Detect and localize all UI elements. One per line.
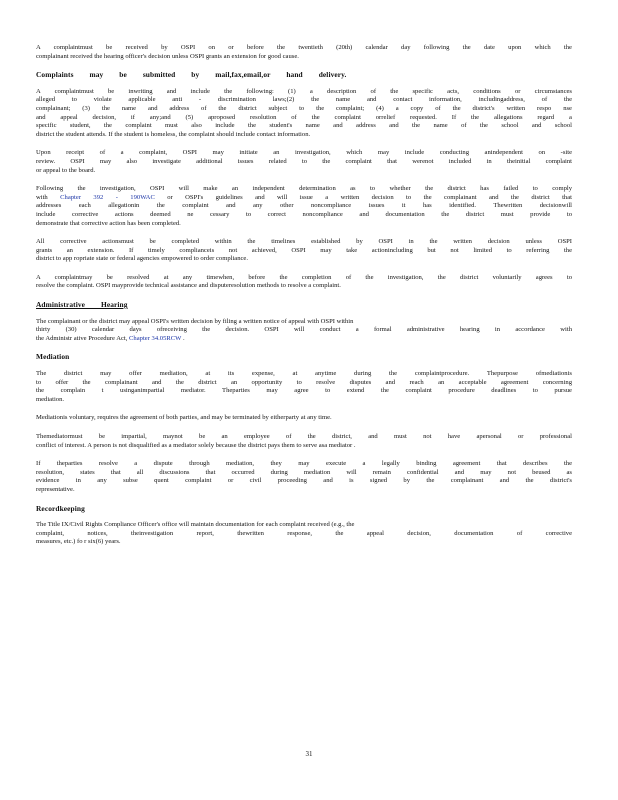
voluntary-resolution-paragraph: [36, 274, 572, 291]
text-line: Upon receipt of a complaint, OSPI may initiate an investigation, which may include conducting anindependent on -site: [36, 149, 572, 157]
text-line: district to app ropriate state or federal agencies empowered to order compliance.: [36, 255, 249, 263]
text-line: The Title IX/Civil Rights Compliance Officer's office will maintain documentation for each complaint received (e.g., the: [36, 521, 355, 529]
document-page: [36, 44, 572, 557]
rcw-chapter-link[interactable]: Chapter 34.05RCW: [129, 334, 182, 342]
text-line: measures, etc.) fo r six(6) years.: [36, 538, 121, 546]
text-line: representative.: [36, 485, 75, 493]
determination-paragraph: [36, 185, 572, 228]
investigation-paragraph: [36, 149, 572, 175]
section-heading-mediation: Mediation: [36, 352, 70, 362]
text-line: Mediationis voluntary, requires the agreement of both parties, and may be terminated by eitherparty at any time.: [36, 414, 332, 422]
mediation-purpose-paragraph: [36, 370, 572, 404]
text-line: complainant received the hearing officer's decision unless OSPI grants an extension for good cause.: [36, 52, 299, 60]
text-line: A complaintmust be inwriting and include the following: (1) a description of the specific acts, conditions or circumstances: [36, 87, 572, 95]
text-line: Themediatormust be impartial, maynot be an employee of the district, and must not have apersonal or professional: [36, 433, 572, 440]
text-line: grants an extension. If timely complianceis not achieved, OSPI may take actionincluding but not limited to referring the: [36, 246, 572, 254]
text-line: resolve the complaint. OSPI mayprovide technical assistance and disputeresolution methods to resolve a complaint.: [36, 282, 341, 290]
text-line: A complaintmust be received by OSPI on or before the twentieth (20th) calendar day following the date upon which the: [36, 44, 572, 51]
text-line: mediation.: [36, 395, 65, 403]
text-line: [36, 194, 572, 203]
text-line: evidence in any subse quent complaint or civil proceeding and is signed by the complainant and the district's: [36, 477, 572, 485]
text-line: thirty (30) calendar days ofreceiving the decision. OSPI will conduct a formal administrative hearing in accordance with: [36, 326, 572, 334]
complaint-contents-paragraph: [36, 88, 572, 140]
text-line: alleged to violate applicable anti - discrimination laws;(2) the name and contact information, includingaddress, of the: [36, 96, 572, 104]
administrative-hearing-paragraph: [36, 318, 572, 344]
text-line: and appeal decision, if any;and (5) aproposed resolution of the complaint orrelief requested. If the allegations regard a: [36, 113, 572, 121]
text-fragment: the Administr ative Procedure Act,: [36, 334, 128, 342]
text-line: complainant; (3) the name and address of the district subject to the complaint; (4) a copy of the district's written respo nse: [36, 104, 572, 112]
text-line: If theparties resolve a dispute through mediation, they may execute a legally binding agreement that describes the: [36, 460, 572, 468]
text-line: addresses each allegationin the complaint and any other noncompliance issues it has identified. Thewritten decisionwill: [36, 202, 572, 210]
wac-chapter-link[interactable]: Chapter 392 - 190WAC: [60, 193, 155, 201]
section-heading-administrative-hearing: Administrative Hearing: [36, 300, 128, 310]
text-fragment: with: [36, 193, 48, 201]
text-line: All corrective actionsmust be completed within the timelines established by OSPI in the written decision unless OSPI: [36, 238, 572, 246]
text-line: complaint, notices, theinvestigation report, thewritten response, the appeal decision, documentation of corrective: [36, 529, 572, 537]
text-line: A complaintmay be resolved at any timewhen, before the completion of the investigation, the district voluntarily agrees to: [36, 273, 572, 281]
text-line: specific student, the complaint must also include the student's name and address and the name of the school and school: [36, 122, 572, 130]
page-number: 31: [305, 750, 313, 758]
section-heading-submission: Complaints may be submitted by mail,fax,email,or hand delivery.: [36, 70, 347, 80]
text-line: or appeal to the board.: [36, 166, 96, 174]
mediation-agreement-paragraph: [36, 460, 572, 494]
text-line: The complainant or the district may appeal OSPI's written decision by filing a written notice of appeal with OSPI within: [36, 317, 354, 325]
text-fragment: or OSPI's guidelines and will issue a written decision to the complainant and the district that: [167, 193, 572, 201]
mediator-impartiality-paragraph: [36, 433, 572, 450]
corrective-actions-paragraph: [36, 238, 572, 264]
text-line: The district may offer mediation, at its expense, at anytime during the complaintprocedure. Thepurpose ofmediationis: [36, 370, 572, 378]
text-line: [36, 335, 572, 344]
text-fragment: .: [182, 334, 185, 342]
mediation-voluntary-paragraph: [36, 414, 572, 423]
text-line: include corrective actions deemed ne cessary to correct noncompliance and documentation the district must provide to: [36, 210, 572, 218]
section-heading-recordkeeping: Recordkeeping: [36, 503, 85, 513]
text-line: Following the investigation, OSPI will make an independent determination as to whether the district has failed to comply: [36, 185, 572, 193]
appeal-deadline-paragraph: [36, 44, 572, 61]
text-line: review. OSPI may also investigate additional issues related to the complaint that werenot included in theinitial complaint: [36, 157, 572, 165]
text-line: resolution, states that all discussions that occurred during mediation will remain confidential and may not beused as: [36, 468, 572, 476]
text-line: demonstrate that corrective action has been completed.: [36, 219, 181, 227]
text-line: district the student attends. If the student is homeless, the complaint should include contact information.: [36, 130, 311, 138]
text-line: to offer the complainant and the district an opportunity to resolve disputes and reach an acceptable agreement concerning: [36, 378, 572, 386]
recordkeeping-paragraph: [36, 521, 572, 547]
text-line: conflict of interest. A person is not disqualified as a mediator solely because the district pays them to serve asa mediator .: [36, 441, 356, 449]
text-line: the complain t usinganimpartial mediator. Theparties may agree to extend the complaint procedure deadlines to pursue: [36, 387, 572, 395]
